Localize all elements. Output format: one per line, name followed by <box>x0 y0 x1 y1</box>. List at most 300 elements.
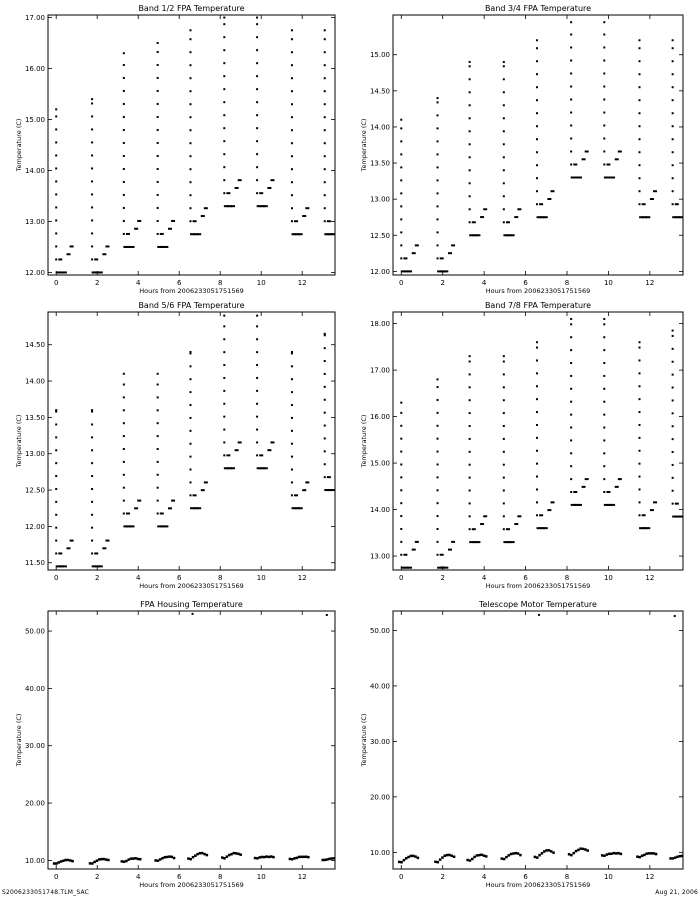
data-point <box>189 207 191 209</box>
data-point <box>256 315 258 317</box>
x-tick-label: 12 <box>297 873 307 881</box>
data-point <box>469 464 471 466</box>
data-point <box>324 399 326 401</box>
data-point <box>400 528 402 530</box>
data-point <box>189 858 192 861</box>
data-point <box>171 500 175 502</box>
data-point <box>603 452 605 454</box>
data-point <box>91 141 93 143</box>
y-tick-label: 12.00 <box>24 268 45 277</box>
data-point <box>483 854 486 857</box>
outlier-point <box>538 614 540 616</box>
data-point <box>91 180 93 182</box>
data-point <box>298 856 301 859</box>
data-point <box>618 151 622 153</box>
data-point <box>302 215 306 217</box>
data-point <box>157 233 159 235</box>
data-point <box>100 858 103 861</box>
x-tick-label: 4 <box>481 574 487 582</box>
data-point <box>223 315 225 317</box>
plot-frame <box>48 15 335 275</box>
data-point <box>517 515 521 517</box>
y-tick-label: 15.00 <box>369 459 390 468</box>
data-point <box>400 425 402 427</box>
data-point <box>672 490 674 492</box>
data-point <box>606 164 610 166</box>
chart-title: Telescope Motor Temperature <box>479 600 597 609</box>
data-point <box>254 857 256 860</box>
data-point <box>91 862 94 865</box>
x-tick-label: 6 <box>523 873 528 881</box>
data-point <box>91 193 93 195</box>
data-point <box>672 451 674 453</box>
data-points <box>55 17 335 274</box>
data-point <box>102 547 106 549</box>
chart-title: Band 3/4 FPA Temperature <box>484 4 592 13</box>
data-point <box>55 232 57 234</box>
data-point <box>437 554 439 556</box>
data-point <box>437 218 439 220</box>
data-point <box>639 488 641 490</box>
data-point <box>126 512 130 514</box>
data-point <box>223 114 225 116</box>
data-point <box>469 490 471 492</box>
data-point <box>91 98 93 100</box>
data-point <box>536 341 538 343</box>
data-point <box>91 409 93 411</box>
data-point <box>239 853 242 856</box>
data-point <box>603 86 605 88</box>
data-point <box>539 514 543 516</box>
data-point <box>653 190 657 192</box>
data-point <box>189 155 191 157</box>
data-point <box>603 465 605 467</box>
data-point <box>196 853 199 856</box>
data-point <box>189 64 191 66</box>
data-point <box>291 116 293 118</box>
data-point <box>503 464 505 466</box>
data-point <box>534 856 537 859</box>
data-point <box>123 181 125 183</box>
data-point <box>123 860 126 863</box>
data-point <box>400 153 402 155</box>
data-point <box>603 401 605 403</box>
data-point <box>201 215 205 217</box>
data-point <box>294 220 298 222</box>
data-point <box>223 403 225 405</box>
data-point <box>469 169 471 171</box>
data-point <box>536 398 538 400</box>
data-point <box>130 525 135 527</box>
y-tick-label: 18.00 <box>369 320 390 329</box>
data-point <box>91 167 93 169</box>
data-point <box>324 859 327 862</box>
x-tick-label: 4 <box>481 873 487 881</box>
data-point <box>547 198 551 200</box>
data-point <box>570 21 572 23</box>
data-point <box>123 422 125 424</box>
data-point <box>503 858 506 861</box>
data-point <box>639 60 641 62</box>
data-point <box>324 194 326 196</box>
data-point <box>412 549 416 551</box>
x-tick-label: 2 <box>94 279 100 287</box>
data-point <box>503 515 505 517</box>
data-point <box>672 164 674 166</box>
data-point <box>603 47 605 49</box>
data-point <box>469 399 471 401</box>
data-point <box>469 386 471 388</box>
data-point <box>469 221 471 223</box>
data-point <box>296 857 299 860</box>
data-point <box>603 138 605 140</box>
data-point <box>672 412 674 414</box>
data-point <box>55 206 57 208</box>
data-point <box>469 156 471 158</box>
data-point <box>536 359 538 361</box>
data-point <box>256 17 258 19</box>
data-point <box>400 402 402 404</box>
y-tick-label: 11.50 <box>24 559 45 568</box>
data-point <box>123 500 125 502</box>
data-point <box>291 38 293 40</box>
data-point <box>267 449 271 451</box>
data-point <box>256 23 258 25</box>
data-point <box>163 246 168 248</box>
data-point <box>157 181 159 183</box>
data-point <box>639 514 641 516</box>
data-point <box>91 540 93 542</box>
data-point <box>53 862 56 865</box>
data-point <box>291 155 293 157</box>
data-point <box>585 151 589 153</box>
x-tick-label: 4 <box>481 279 487 287</box>
data-point <box>439 858 442 861</box>
data-point <box>603 99 605 101</box>
data-point <box>123 142 125 144</box>
data-point <box>444 854 447 857</box>
data-point <box>305 207 309 209</box>
data-point <box>256 127 258 129</box>
plot-date-label: Aug 21, 2006 <box>655 889 698 896</box>
data-point <box>645 527 650 529</box>
x-tick-label: 2 <box>94 574 100 582</box>
data-point <box>237 853 240 856</box>
data-point <box>603 164 605 166</box>
data-point <box>570 47 572 49</box>
data-point <box>503 130 505 132</box>
data-point <box>265 855 268 858</box>
data-point <box>672 464 674 466</box>
outlier-point <box>674 615 676 617</box>
data-point <box>256 153 258 155</box>
data-point <box>437 502 439 504</box>
data-point <box>650 509 654 511</box>
data-point <box>123 52 125 54</box>
y-tick-label: 10.00 <box>369 848 390 857</box>
data-point <box>123 383 125 385</box>
data-point <box>256 857 259 860</box>
data-point <box>223 36 225 38</box>
data-point <box>584 848 587 851</box>
data-point <box>650 852 653 855</box>
data-point <box>639 341 641 343</box>
data-point <box>603 388 605 390</box>
data-point <box>603 323 605 325</box>
data-point <box>536 164 538 166</box>
data-point <box>157 512 159 514</box>
data-point <box>617 852 620 855</box>
x-axis-label: Hours from 2006233051751569 <box>485 582 591 590</box>
data-point <box>400 515 402 517</box>
y-tick-label: 17.00 <box>24 14 45 23</box>
x-tick-label: 10 <box>603 574 613 582</box>
data-point <box>324 90 326 92</box>
data-point <box>672 190 674 192</box>
data-point <box>58 258 62 260</box>
data-point <box>230 205 235 207</box>
data-point <box>159 858 162 861</box>
data-point <box>62 271 67 273</box>
data-point <box>577 177 582 179</box>
data-point <box>469 143 471 145</box>
data-point <box>639 47 641 49</box>
x-tick-label: 4 <box>135 873 141 881</box>
data-point <box>570 465 572 467</box>
data-point <box>510 541 515 543</box>
data-point <box>469 61 471 63</box>
data-point <box>157 168 159 170</box>
data-point <box>291 365 293 367</box>
data-point <box>157 461 159 463</box>
data-point <box>55 167 57 169</box>
data-point <box>94 552 98 554</box>
data-point <box>98 858 101 861</box>
data-point <box>157 116 159 118</box>
data-point <box>324 437 326 439</box>
data-point <box>543 216 548 218</box>
data-point <box>536 372 538 374</box>
plot-frame <box>48 312 335 570</box>
data-point <box>400 451 402 453</box>
data-point <box>639 372 641 374</box>
data-point <box>672 425 674 427</box>
data-point <box>223 75 225 77</box>
data-point <box>324 220 326 222</box>
data-point <box>582 848 585 851</box>
data-point <box>412 252 416 254</box>
data-point <box>603 491 605 493</box>
data-point <box>55 154 57 156</box>
data-point <box>160 512 164 514</box>
data-point <box>503 195 505 197</box>
data-point <box>89 862 92 865</box>
data-point <box>536 39 538 41</box>
data-point <box>223 377 225 379</box>
data-point <box>570 60 572 62</box>
x-tick-label: 12 <box>645 873 655 881</box>
data-point <box>201 489 205 491</box>
data-point <box>570 427 572 429</box>
data-point <box>672 503 674 505</box>
data-point <box>672 374 674 376</box>
data-point <box>613 852 616 855</box>
data-point <box>400 502 402 504</box>
data-point <box>157 155 159 157</box>
data-points <box>55 315 335 568</box>
y-tick-label: 50.00 <box>369 626 390 635</box>
data-point <box>400 438 402 440</box>
data-point <box>472 221 476 223</box>
data-point <box>223 325 225 327</box>
data-point <box>675 503 679 505</box>
data-point <box>672 73 674 75</box>
data-point <box>324 116 326 118</box>
data-point <box>103 858 106 861</box>
data-point <box>672 60 674 62</box>
data-point <box>400 119 402 121</box>
data-point <box>130 857 133 860</box>
data-point <box>672 348 674 350</box>
data-point <box>586 849 589 852</box>
data-point <box>610 852 613 855</box>
data-point <box>503 355 505 357</box>
data-point <box>157 103 159 105</box>
data-point <box>639 476 641 478</box>
data-point <box>256 441 258 443</box>
data-point <box>448 549 452 551</box>
data-point <box>672 99 674 101</box>
data-point <box>161 857 164 860</box>
data-point <box>536 190 538 192</box>
y-tick-label: 40.00 <box>369 682 390 691</box>
data-point <box>517 852 520 855</box>
data-point <box>443 567 448 569</box>
data-point <box>503 182 505 184</box>
data-point <box>235 852 238 855</box>
data-point <box>570 375 572 377</box>
data-point <box>55 488 57 490</box>
data-point <box>70 245 74 247</box>
data-point <box>545 849 548 852</box>
data-point <box>55 462 57 464</box>
data-point <box>503 412 505 414</box>
data-point <box>157 409 159 411</box>
data-point <box>102 253 106 255</box>
data-point <box>189 469 191 471</box>
data-point <box>603 60 605 62</box>
data-point <box>606 491 610 493</box>
data-point <box>648 852 651 855</box>
data-point <box>55 527 57 529</box>
data-point <box>437 425 439 427</box>
data-point <box>400 489 402 491</box>
data-point <box>189 481 191 483</box>
data-point <box>189 90 191 92</box>
data-point <box>570 151 572 153</box>
y-tick-label: 13.00 <box>24 450 45 459</box>
x-tick-label: 10 <box>603 873 613 881</box>
data-point <box>228 854 231 857</box>
y-tick-label: 12.00 <box>369 267 390 276</box>
data-point <box>91 514 93 516</box>
data-point <box>223 17 225 19</box>
data-point <box>536 151 538 153</box>
data-point <box>289 858 292 861</box>
x-tick-label: 8 <box>217 279 223 287</box>
plot-frame <box>393 611 683 869</box>
data-point <box>189 181 191 183</box>
data-point <box>672 86 674 88</box>
data-point <box>405 857 408 860</box>
data-point <box>123 168 125 170</box>
data-point <box>434 861 437 864</box>
data-point <box>573 491 577 493</box>
data-point <box>123 487 125 489</box>
data-point <box>480 523 484 525</box>
data-point <box>324 373 326 375</box>
data-point <box>91 245 93 247</box>
data-point <box>94 258 98 260</box>
data-point <box>441 856 444 859</box>
data-point <box>157 422 159 424</box>
data-point <box>672 361 674 363</box>
data-point <box>226 192 230 194</box>
data-point <box>194 854 197 857</box>
data-point <box>618 478 622 480</box>
data-point <box>603 112 605 114</box>
data-point <box>67 547 71 549</box>
data-point <box>294 494 298 496</box>
data-point <box>324 29 326 31</box>
data-point <box>407 270 412 272</box>
chart-title: Band 5/6 FPA Temperature <box>138 301 245 310</box>
data-point <box>440 257 444 259</box>
data-point <box>173 857 176 860</box>
data-point <box>291 443 293 445</box>
data-point <box>256 403 258 405</box>
data-point <box>256 192 258 194</box>
data-point <box>223 454 225 456</box>
y-tick-label: 15.00 <box>24 116 45 125</box>
data-point <box>223 62 225 64</box>
data-point <box>577 504 582 506</box>
data-point <box>603 34 605 36</box>
data-point <box>437 861 440 864</box>
data-point <box>639 112 641 114</box>
x-tick-label: 12 <box>645 279 655 287</box>
data-point <box>585 478 589 480</box>
data-points <box>53 613 336 865</box>
data-point <box>672 125 674 127</box>
data-point <box>503 386 505 388</box>
y-axis-label: Temperature (C) <box>15 414 23 468</box>
data-point <box>570 491 572 493</box>
data-point <box>137 500 141 502</box>
data-point <box>400 463 402 465</box>
data-point <box>91 128 93 130</box>
data-point <box>577 849 580 852</box>
data-point <box>238 441 242 443</box>
data-point <box>157 142 159 144</box>
data-point <box>157 448 159 450</box>
data-point <box>91 154 93 156</box>
data-point <box>189 365 191 367</box>
data-point <box>270 179 274 181</box>
data-point <box>503 78 505 80</box>
data-point <box>291 103 293 105</box>
data-point <box>606 853 609 856</box>
